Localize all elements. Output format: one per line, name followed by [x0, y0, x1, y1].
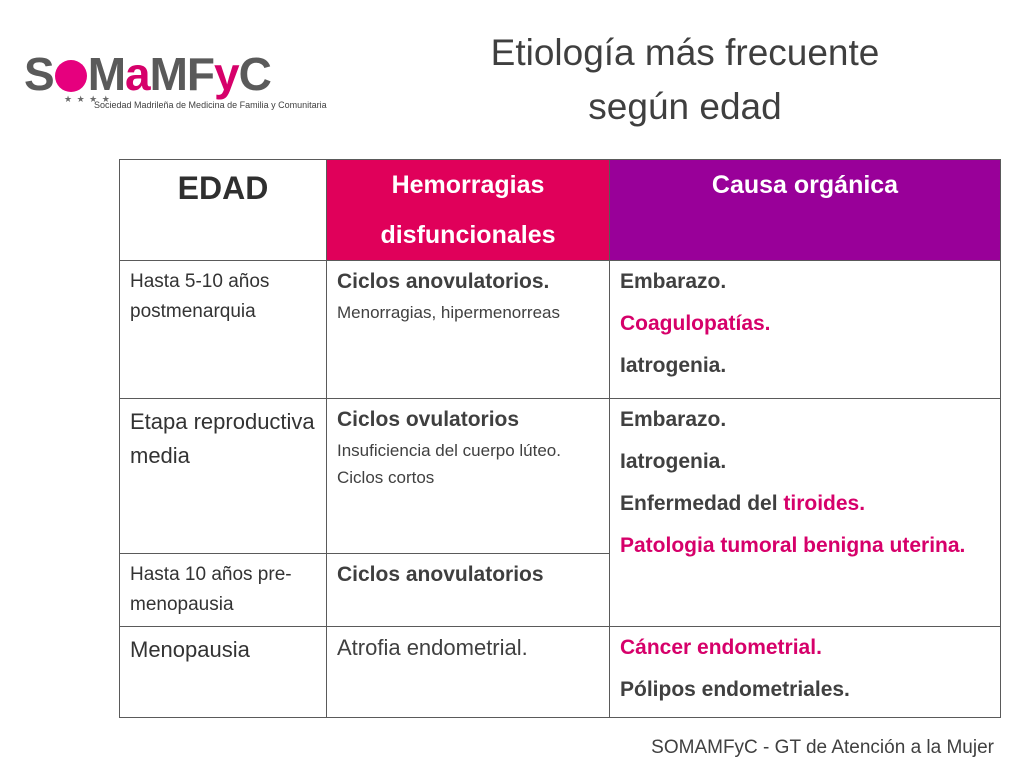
logo — [24, 48, 327, 118]
logo-circle-icon — [55, 60, 87, 92]
organic-item: Patologia tumoral benigna uterina. — [620, 534, 966, 557]
organic-cell — [610, 399, 1001, 627]
logo-stars-icon: ★ ★ ★ ★ — [64, 94, 111, 104]
age-cell: Hasta 10 años pre-menopausia — [120, 554, 327, 627]
table-row — [120, 261, 1001, 399]
dysfunctional-cell — [327, 261, 610, 399]
dys-main: Ciclos ovulatorios — [337, 408, 520, 431]
dysfunctional-cell — [327, 399, 610, 554]
thyroid-prefix: Enfermedad del — [620, 492, 784, 515]
organic-cell — [610, 627, 1001, 718]
table-header-row — [120, 160, 1001, 261]
table-row — [120, 627, 1001, 718]
etiology-table — [119, 159, 1001, 718]
dysfunctional-cell — [327, 627, 610, 718]
organic-item: Coagulopatías. — [620, 312, 771, 335]
header-age: EDAD — [120, 160, 327, 261]
dys-sub: Menorragias, hipermenorreas — [337, 303, 560, 322]
age-cell: Hasta 5-10 años postmenarquia — [120, 261, 327, 399]
dysfunctional-cell — [327, 554, 610, 627]
organic-item: Embarazo. — [620, 408, 727, 431]
organic-item — [620, 483, 990, 525]
age-cell: Etapa reproductiva media — [120, 399, 327, 554]
logo-wordmark: S MaMFyC — [24, 48, 271, 100]
dys-main: Ciclos anovulatorios. — [337, 270, 550, 293]
slide-title-line2: según edad — [588, 86, 782, 127]
organic-item: Cáncer endometrial. — [620, 636, 822, 659]
organic-item: Iatrogenia. — [620, 450, 727, 473]
dys-main: Atrofia endometrial. — [337, 635, 528, 660]
age-cell: Menopausia — [120, 627, 327, 718]
organic-item: Pólipos endometriales. — [620, 678, 850, 701]
organic-cell — [610, 261, 1001, 399]
header-dysfunctional: Hemorragias disfuncionales — [327, 160, 610, 261]
header-organic: Causa orgánica — [610, 160, 1001, 261]
table-row — [120, 399, 1001, 554]
organic-item: Embarazo. — [620, 270, 727, 293]
organic-item: Iatrogenia. — [620, 354, 727, 377]
logo-subtitle: Sociedad Madrileña de Medicina de Familia y Comunitaria — [94, 100, 327, 110]
dys-main: Ciclos anovulatorios — [337, 563, 544, 586]
thyroid-highlight: tiroides. — [783, 492, 866, 515]
slide-title-line1: Etiología más frecuente — [490, 32, 880, 73]
slide-title — [430, 26, 940, 134]
dys-sub: Insuficiencia del cuerpo lúteo. Ciclos cortos — [337, 441, 561, 487]
footer-text: SOMAMFyC - GT de Atención a la Mujer — [651, 737, 994, 758]
